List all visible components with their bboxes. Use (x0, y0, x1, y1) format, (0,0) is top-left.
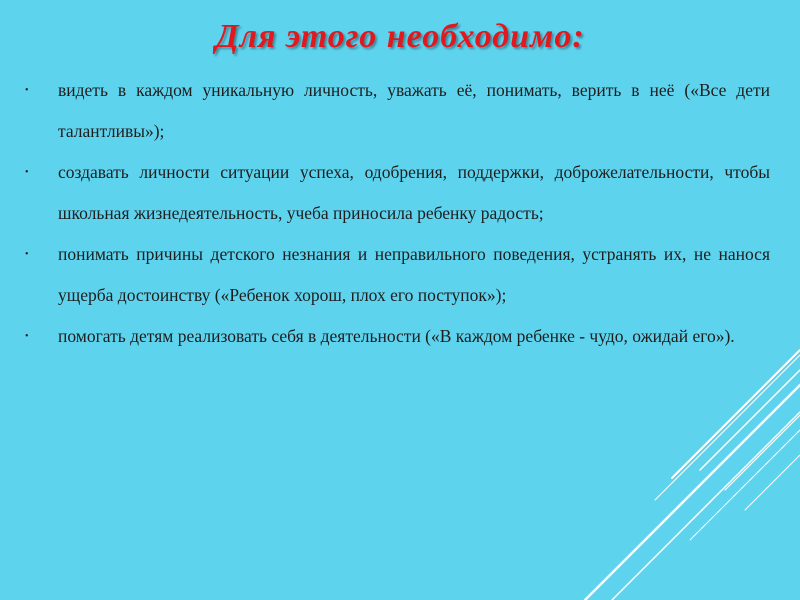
decor-line (745, 455, 800, 510)
bullet-item (22, 316, 770, 357)
bullet-item (22, 234, 770, 316)
bullet-icon: • (25, 167, 29, 178)
decor-line (655, 355, 800, 500)
bullet-icon: • (25, 331, 29, 342)
bullet-icon: • (25, 249, 29, 260)
bullet-text: помогать детям реализовать себя в деятельности («В каждом ребенке - чудо, ожидай его»). (58, 326, 735, 346)
bullet-text: понимать причины детского незнания и неправильного поведения, устранять их, не нанося ущерба достоинству («Ребенок хорош, плох его поступок»); (58, 244, 770, 305)
bullet-icon: • (25, 85, 29, 96)
bullet-list (22, 70, 770, 357)
decor-line (700, 370, 800, 470)
decor-line (690, 430, 800, 540)
decor-line (672, 350, 800, 478)
slide-title: Для этого необходимо: (215, 18, 585, 55)
decor-line (612, 412, 800, 600)
bullet-item (22, 152, 770, 234)
bullet-text: создавать личности ситуации успеха, одобрения, поддержки, доброжелательности, чтобы школьная жизнедеятельность, учеба приносила ребенку радость; (58, 162, 770, 223)
decor-line (585, 385, 800, 600)
bullet-text: видеть в каждом уникальную личность, уважать её, понимать, верить в неё («Все дети талантливы»); (58, 80, 770, 141)
decor-line (725, 415, 800, 490)
bullet-item (22, 70, 770, 152)
